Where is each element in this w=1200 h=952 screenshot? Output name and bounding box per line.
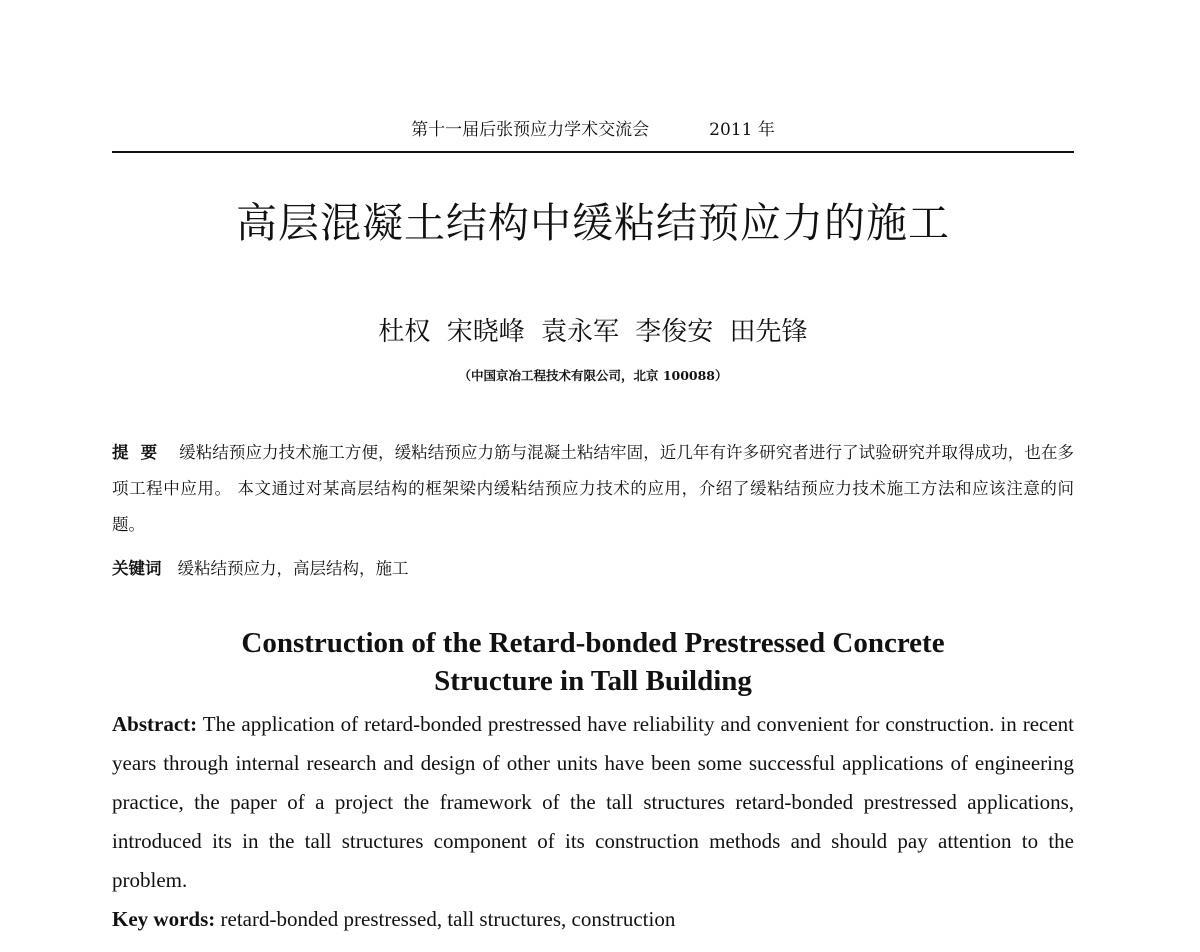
english-title-line-1: Construction of the Retard-bonded Prestressed Concrete bbox=[241, 627, 945, 659]
english-abstract-label: Abstract: bbox=[112, 712, 198, 736]
chinese-affiliation: （中国京冶工程技术有限公司，北京 100088） bbox=[458, 368, 728, 383]
header-rule bbox=[112, 151, 1074, 153]
author-3: 袁永军 bbox=[540, 317, 619, 347]
chinese-abstract-text: 缓粘结预应力技术施工方便，缓粘结预应力筋与混凝土粘结牢固，近几年有许多研究者进行了试验研究并取得成功，也在多项工程中应用。 本文通过对某高层结构的框架梁内缓粘结预应力技术的应用，介绍了缓粘结预应力技术施工方法和应该注意的问题。 bbox=[112, 443, 1075, 534]
chinese-title: 高层混凝土结构中缓粘结预应力的施工 bbox=[236, 199, 950, 247]
english-keywords-label: Key words: bbox=[112, 907, 216, 931]
chinese-abstract-label: 提要 bbox=[112, 443, 170, 462]
english-keywords bbox=[112, 900, 1074, 939]
chinese-keywords-text: 缓粘结预应力，高层结构，施工 bbox=[177, 559, 409, 578]
chinese-authors bbox=[112, 312, 1074, 352]
author-1: 杜权 bbox=[378, 317, 431, 347]
english-title-line-2: Structure in Tall Building bbox=[434, 665, 752, 697]
conference-name: 第十一届后张预应力学术交流会 bbox=[411, 120, 650, 140]
english-keywords-text: retard-bonded prestressed, tall structures, construction bbox=[220, 907, 676, 931]
english-title bbox=[112, 624, 1074, 700]
author-2: 宋晓峰 bbox=[446, 317, 525, 347]
chinese-abstract bbox=[112, 435, 1074, 543]
author-5: 田先锋 bbox=[729, 317, 808, 347]
conference-year: 2011 年 bbox=[709, 120, 775, 140]
chinese-keywords-label: 关键词 bbox=[112, 559, 162, 578]
chinese-keywords bbox=[112, 551, 1074, 587]
running-header bbox=[112, 118, 1074, 142]
author-4: 李俊安 bbox=[635, 317, 714, 347]
english-abstract bbox=[112, 705, 1074, 900]
english-abstract-text: The application of retard-bonded prestressed have reliability and convenient for construction. in recent years through internal research and design of other units have been some successful applications of engineering practice, the paper of a project the framework of the tall structures retard-bonded prestressed applications, introduced its in the tall structures component of its construction methods and should pay attention to the problem. bbox=[112, 712, 1074, 892]
